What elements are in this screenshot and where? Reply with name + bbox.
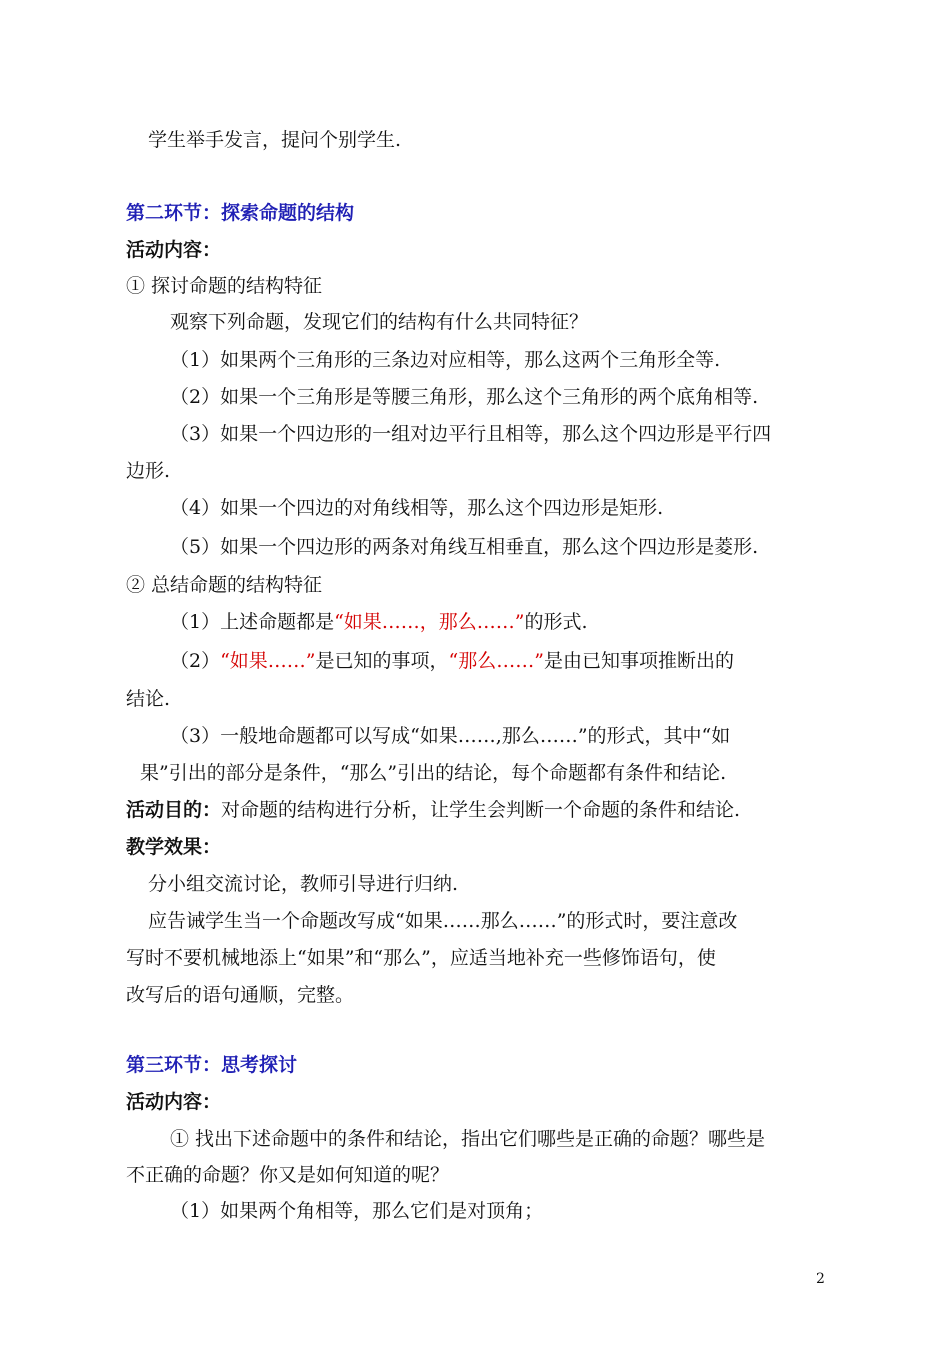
summary-2-text: （2） bbox=[170, 650, 221, 672]
section-heading-2: 第二环节：探索命题的结构 bbox=[126, 202, 355, 224]
summary-2-quote-if: “如果……” bbox=[220, 650, 316, 672]
section-heading-3: 第三环节：思考探讨 bbox=[126, 1054, 298, 1076]
summary-2-text-end: 是由已知事项推断出的 bbox=[543, 650, 734, 672]
proposition-3-cont: 边形. bbox=[126, 460, 171, 482]
page-number: 2 bbox=[816, 1271, 825, 1287]
activity-purpose bbox=[126, 798, 740, 822]
activity-purpose-label: 活动目的： bbox=[126, 799, 222, 821]
summary-1-text: （1）上述命题都是 bbox=[170, 611, 335, 633]
summary-3: （3）一般地命题都可以写成“如果……,那么……”的形式，其中“如 bbox=[170, 725, 731, 747]
question-intro-cont: 不正确的命题？你又是如何知道的呢？ bbox=[126, 1164, 450, 1186]
proposition-1: （1）如果两个三角形的三条边对应相等，那么这两个三角形全等. bbox=[170, 349, 721, 371]
activity-content-label-2: 活动内容： bbox=[126, 1091, 222, 1113]
paragraph-student-answer: 学生举手发言，提问个别学生. bbox=[148, 129, 402, 151]
teaching-effect-2-cont: 写时不要机械地添上“如果”和“那么”，应适当地补充一些修饰语句，使 bbox=[126, 947, 716, 969]
summary-2-cont: 结论. bbox=[126, 688, 171, 710]
summary-2 bbox=[170, 649, 734, 673]
proposition-4: （4）如果一个四边的对角线相等，那么这个四边形是矩形. bbox=[170, 497, 664, 519]
item-1-title: ① 探讨命题的结构特征 bbox=[126, 275, 323, 297]
proposition-2: （2）如果一个三角形是等腰三角形，那么这个三角形的两个底角相等. bbox=[170, 386, 759, 408]
summary-2-text-mid: 是已知的事项， bbox=[315, 650, 449, 672]
teaching-effect-2: 应告诫学生当一个命题改写成“如果……那么……”的形式时，要注意改 bbox=[148, 910, 738, 932]
item-2-title: ② 总结命题的结构特征 bbox=[126, 574, 323, 596]
summary-1-quote: “如果……，那么……” bbox=[334, 611, 525, 633]
proposition-3: （3）如果一个四边形的一组对边平行且相等，那么这个四边形是平行四 bbox=[170, 423, 772, 445]
summary-1 bbox=[170, 610, 588, 634]
summary-3-cont: 果”引出的部分是条件，“那么”引出的结论，每个命题都有条件和结论. bbox=[140, 762, 727, 784]
question-1: （1）如果两个角相等，那么它们是对顶角； bbox=[170, 1200, 544, 1222]
question-intro: ① 找出下述命题中的条件和结论，指出它们哪些是正确的命题？哪些是 bbox=[170, 1128, 766, 1150]
summary-1-text-end: 的形式. bbox=[524, 611, 588, 633]
teaching-effect-label: 教学效果： bbox=[126, 836, 222, 858]
teaching-effect-1: 分小组交流讨论，教师引导进行归纳. bbox=[148, 873, 459, 895]
activity-purpose-text: 对命题的结构进行分析，让学生会判断一个命题的条件和结论. bbox=[221, 799, 741, 821]
summary-2-quote-then: “那么……” bbox=[448, 650, 544, 672]
activity-content-label: 活动内容： bbox=[126, 239, 222, 261]
teaching-effect-2-end: 改写后的语句通顺，完整。 bbox=[126, 984, 355, 1006]
observe-prompt: 观察下列命题，发现它们的结构有什么共同特征？ bbox=[170, 311, 589, 333]
proposition-5: （5）如果一个四边形的两条对角线互相垂直，那么这个四边形是菱形. bbox=[170, 536, 759, 558]
